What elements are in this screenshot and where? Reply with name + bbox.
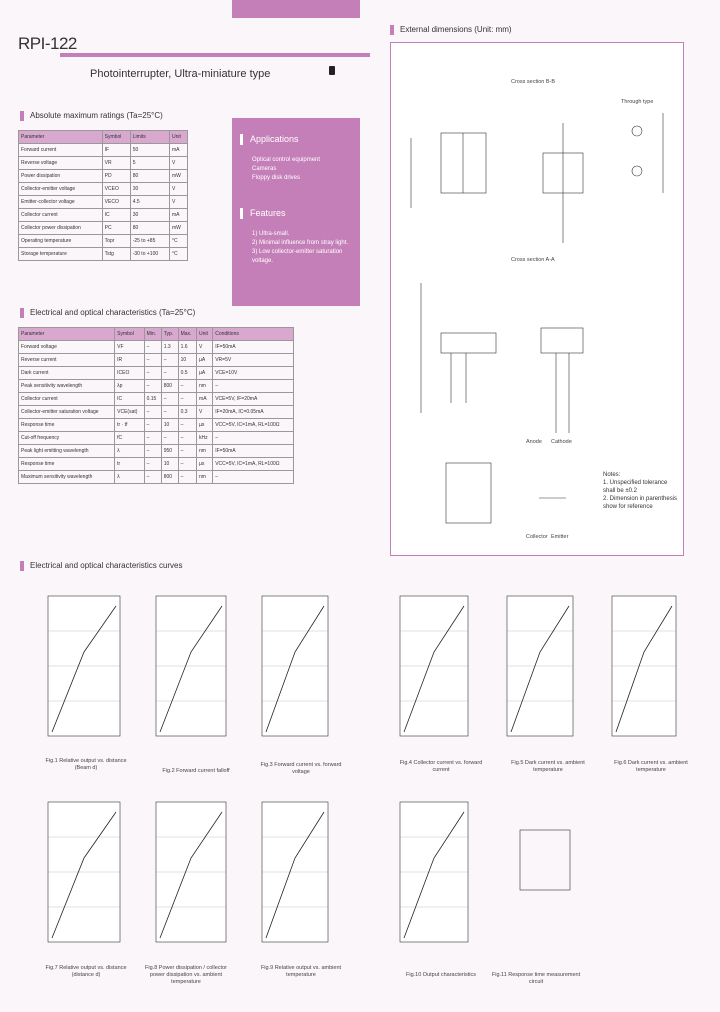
applications-list: Optical control equipment Cameras Floppy disk drives (252, 157, 321, 181)
table-cell: Emitter-collector voltage (19, 196, 103, 209)
table-cell: V (197, 406, 213, 419)
table-cell: Peak light emitting wavelength (19, 445, 115, 458)
table-cell: – (178, 419, 196, 432)
graph-8 (156, 802, 226, 942)
table-cell: mA (170, 144, 188, 157)
table-cell: – (144, 367, 161, 380)
table-cell: VCE=5V, IF=20mA (213, 393, 294, 406)
figure-caption: Fig.7 Relative output vs. distance (distance d) (45, 965, 127, 978)
table-cell: VCE(sat) (115, 406, 144, 419)
electrical-row (19, 380, 294, 393)
label-cathode: Cathode (551, 439, 572, 445)
characteristic-curves (0, 580, 720, 1012)
figure-caption: Fig.10 Output characteristics (405, 972, 476, 978)
table-cell: 0.3 (178, 406, 196, 419)
electrical-row (19, 341, 294, 354)
table-cell: mW (170, 170, 188, 183)
table-cell: Response time (19, 458, 115, 471)
abs-max-row (19, 235, 188, 248)
table-cell: -30 to +100 (130, 248, 169, 261)
figure-caption: Fig.2 Forward current falloff (162, 768, 230, 774)
table-cell: IC (102, 209, 130, 222)
table-cell: VCE=10V (213, 367, 294, 380)
table-cell: 30 (130, 183, 169, 196)
table-cell: nm (197, 445, 213, 458)
circuit-diagram (520, 830, 570, 890)
table-cell: Forward current (19, 144, 103, 157)
graph-5 (507, 596, 573, 736)
table-cell: µA (197, 367, 213, 380)
table-cell: VCEO (102, 183, 130, 196)
figure-caption: Fig.6 Dark current vs. ambient temperature (614, 760, 688, 773)
table-cell: IC (115, 393, 144, 406)
table-cell: Power dissipation (19, 170, 103, 183)
electrical-heading: Electrical and optical characteristics (Ta=25°C) (20, 308, 195, 318)
table-cell: VR (102, 157, 130, 170)
graph-1 (48, 596, 120, 736)
table-cell: – (178, 380, 196, 393)
abs-max-row (19, 222, 188, 235)
table-cell: λ (115, 471, 144, 484)
abs-max-row (19, 157, 188, 170)
table-cell: 4.5 (130, 196, 169, 209)
table-cell: VR=5V (213, 354, 294, 367)
table-cell: – (144, 406, 161, 419)
electrical-row (19, 458, 294, 471)
table-cell: VCC=5V, IC=1mA, RL=100Ω (213, 458, 294, 471)
table-cell: mW (170, 222, 188, 235)
table-cell: 50 (130, 144, 169, 157)
table-cell: 5 (130, 157, 169, 170)
table-cell: Storage temperature (19, 248, 103, 261)
table-cell: Forward voltage (19, 341, 115, 354)
table-cell: fC (115, 432, 144, 445)
electrical-row (19, 354, 294, 367)
table-cell: 80 (130, 222, 169, 235)
graph-3 (262, 596, 328, 736)
table-cell: IF=20mA, IC=0.05mA (213, 406, 294, 419)
electrical-row (19, 367, 294, 380)
abs-max-row (19, 144, 188, 157)
table-cell: V (197, 341, 213, 354)
electrical-row (19, 445, 294, 458)
table-cell: 800 (161, 471, 178, 484)
column-header: Unit (197, 328, 213, 341)
features-heading: Features (250, 208, 286, 218)
drawing-notes: Notes: 1. Unspecified tolerance shall be ±0.2 2. Dimension in parenthesis show for reference (603, 472, 678, 510)
table-cell: – (144, 471, 161, 484)
table-cell: Dark current (19, 367, 115, 380)
table-cell: – (178, 458, 196, 471)
title-underline (60, 53, 370, 57)
abs-max-row (19, 196, 188, 209)
table-cell: µA (197, 354, 213, 367)
column-header: Parameter (19, 328, 115, 341)
table-cell: VF (115, 341, 144, 354)
table-cell: IF=50mA (213, 445, 294, 458)
table-cell: 1.6 (178, 341, 196, 354)
applications-features-panel (232, 118, 360, 306)
figure-caption: Fig.3 Forward current vs. forward voltage (260, 762, 342, 775)
curves-heading: Electrical and optical characteristics curves (20, 561, 183, 571)
figure-caption: Fig.8 Power dissipation / collector power dissipation vs. ambient temperature (145, 965, 227, 985)
electrical-row (19, 419, 294, 432)
table-cell: Collector current (19, 393, 115, 406)
table-cell: – (161, 393, 178, 406)
table-cell: – (144, 341, 161, 354)
table-cell: 800 (161, 380, 178, 393)
column-header: Symbol (115, 328, 144, 341)
graph-6 (612, 596, 676, 736)
column-header: Max. (178, 328, 196, 341)
table-cell: kHz (197, 432, 213, 445)
table-cell: nm (197, 380, 213, 393)
figure-caption: Fig.1 Relative output vs. distance (Beam d) (45, 758, 127, 771)
component-photo (329, 66, 335, 75)
graph-10 (400, 802, 468, 942)
table-cell: λp (115, 380, 144, 393)
table-cell: – (144, 445, 161, 458)
table-cell: Peak sensitivity wavelength (19, 380, 115, 393)
figure-caption: Fig.4 Collector current vs. forward current (399, 760, 483, 773)
abs-max-row (19, 170, 188, 183)
table-cell: – (178, 445, 196, 458)
table-cell: nm (197, 471, 213, 484)
column-header: Conditions (213, 328, 294, 341)
table-cell: – (178, 432, 196, 445)
external-dimensions-drawing (390, 42, 684, 556)
label-through-type: Through type (621, 99, 654, 105)
table-cell: µs (197, 458, 213, 471)
abs-max-row (19, 248, 188, 261)
table-cell: – (144, 432, 161, 445)
label-cross-section-aa: Cross section A-A (511, 257, 555, 263)
table-cell: °C (170, 248, 188, 261)
table-cell: °C (170, 235, 188, 248)
abs-max-row (19, 183, 188, 196)
electrical-row (19, 406, 294, 419)
table-cell: PD (102, 170, 130, 183)
table-cell: Collector-emitter saturation voltage (19, 406, 115, 419)
table-cell: Cut-off frequency (19, 432, 115, 445)
table-cell: mA (197, 393, 213, 406)
table-cell: – (144, 419, 161, 432)
external-heading: External dimensions (Unit: mm) (390, 25, 512, 35)
table-cell: – (213, 432, 294, 445)
table-cell: – (161, 406, 178, 419)
applications-heading: Applications (250, 134, 299, 144)
table-cell: 80 (130, 170, 169, 183)
table-cell: 1.3 (161, 341, 178, 354)
label-collector: Collector (526, 534, 548, 540)
table-cell: Reverse current (19, 354, 115, 367)
table-cell: -25 to +85 (130, 235, 169, 248)
features-list: 1) Ultra-small. 2) Minimal influence from stray light. 3) Low collector-emitter saturation voltage. (252, 231, 349, 264)
table-cell: 10 (161, 458, 178, 471)
table-cell: – (178, 393, 196, 406)
table-cell: Operating temperature (19, 235, 103, 248)
column-header: Parameter (19, 131, 103, 144)
electrical-row (19, 471, 294, 484)
label-emitter: Emitter (551, 534, 569, 540)
abs-max-heading: Absolute maximum ratings (Ta=25°C) (20, 111, 163, 121)
figure-caption: Fig.5 Dark current vs. ambient temperature (511, 760, 585, 773)
table-cell: mA (170, 209, 188, 222)
table-cell: Maximum sensitivity wavelength (19, 471, 115, 484)
column-header: Typ. (161, 328, 178, 341)
table-cell: – (144, 458, 161, 471)
label-cross-section-bb: Cross section B-B (511, 79, 556, 85)
electrical-table (18, 327, 294, 484)
table-cell: tr · tf (115, 419, 144, 432)
product-subtitle: Photointerrupter, Ultra-miniature type (90, 68, 271, 80)
graph-2 (156, 596, 226, 736)
table-cell: Collector-emitter voltage (19, 183, 103, 196)
table-cell: – (178, 471, 196, 484)
table-cell: – (161, 432, 178, 445)
table-cell: V (170, 183, 188, 196)
abs-max-row (19, 209, 188, 222)
label-anode: Anode (526, 439, 542, 445)
abs-max-table (18, 130, 188, 261)
table-cell: µs (197, 419, 213, 432)
table-cell: VECO (102, 196, 130, 209)
table-cell: IF=50mA (213, 341, 294, 354)
column-header: Unit (170, 131, 188, 144)
table-cell: IF (102, 144, 130, 157)
table-cell: tr (115, 458, 144, 471)
table-cell: 0.15 (144, 393, 161, 406)
table-cell: – (144, 380, 161, 393)
table-cell: 30 (130, 209, 169, 222)
table-cell: 10 (161, 419, 178, 432)
model-title: RPI-122 (18, 34, 77, 53)
electrical-row (19, 393, 294, 406)
table-cell: VCC=5V, IC=1mA, RL=100Ω (213, 419, 294, 432)
table-cell: V (170, 196, 188, 209)
table-cell: PC (102, 222, 130, 235)
table-cell: – (161, 367, 178, 380)
table-cell: Response time (19, 419, 115, 432)
top-accent-block (232, 0, 360, 18)
table-cell: ICEO (115, 367, 144, 380)
table-cell: Collector current (19, 209, 103, 222)
table-cell: 10 (178, 354, 196, 367)
graph-7 (48, 802, 120, 942)
table-cell: 950 (161, 445, 178, 458)
graph-4 (400, 596, 468, 736)
column-header: Limits (130, 131, 169, 144)
table-cell: – (144, 354, 161, 367)
table-cell: 0.5 (178, 367, 196, 380)
figure-caption: Fig.11 Response time measurement circuit (491, 972, 581, 985)
graph-9 (262, 802, 328, 942)
table-cell: Tstg (102, 248, 130, 261)
table-cell: IR (115, 354, 144, 367)
column-header: Min. (144, 328, 161, 341)
table-cell: Topr (102, 235, 130, 248)
table-cell: – (161, 354, 178, 367)
table-cell: – (213, 380, 294, 393)
figure-caption: Fig.9 Relative output vs. ambient temperature (260, 965, 342, 978)
table-cell: Reverse voltage (19, 157, 103, 170)
table-cell: Collector power dissipation (19, 222, 103, 235)
table-cell: V (170, 157, 188, 170)
electrical-row (19, 432, 294, 445)
table-cell: – (213, 471, 294, 484)
column-header: Symbol (102, 131, 130, 144)
table-cell: λ (115, 445, 144, 458)
